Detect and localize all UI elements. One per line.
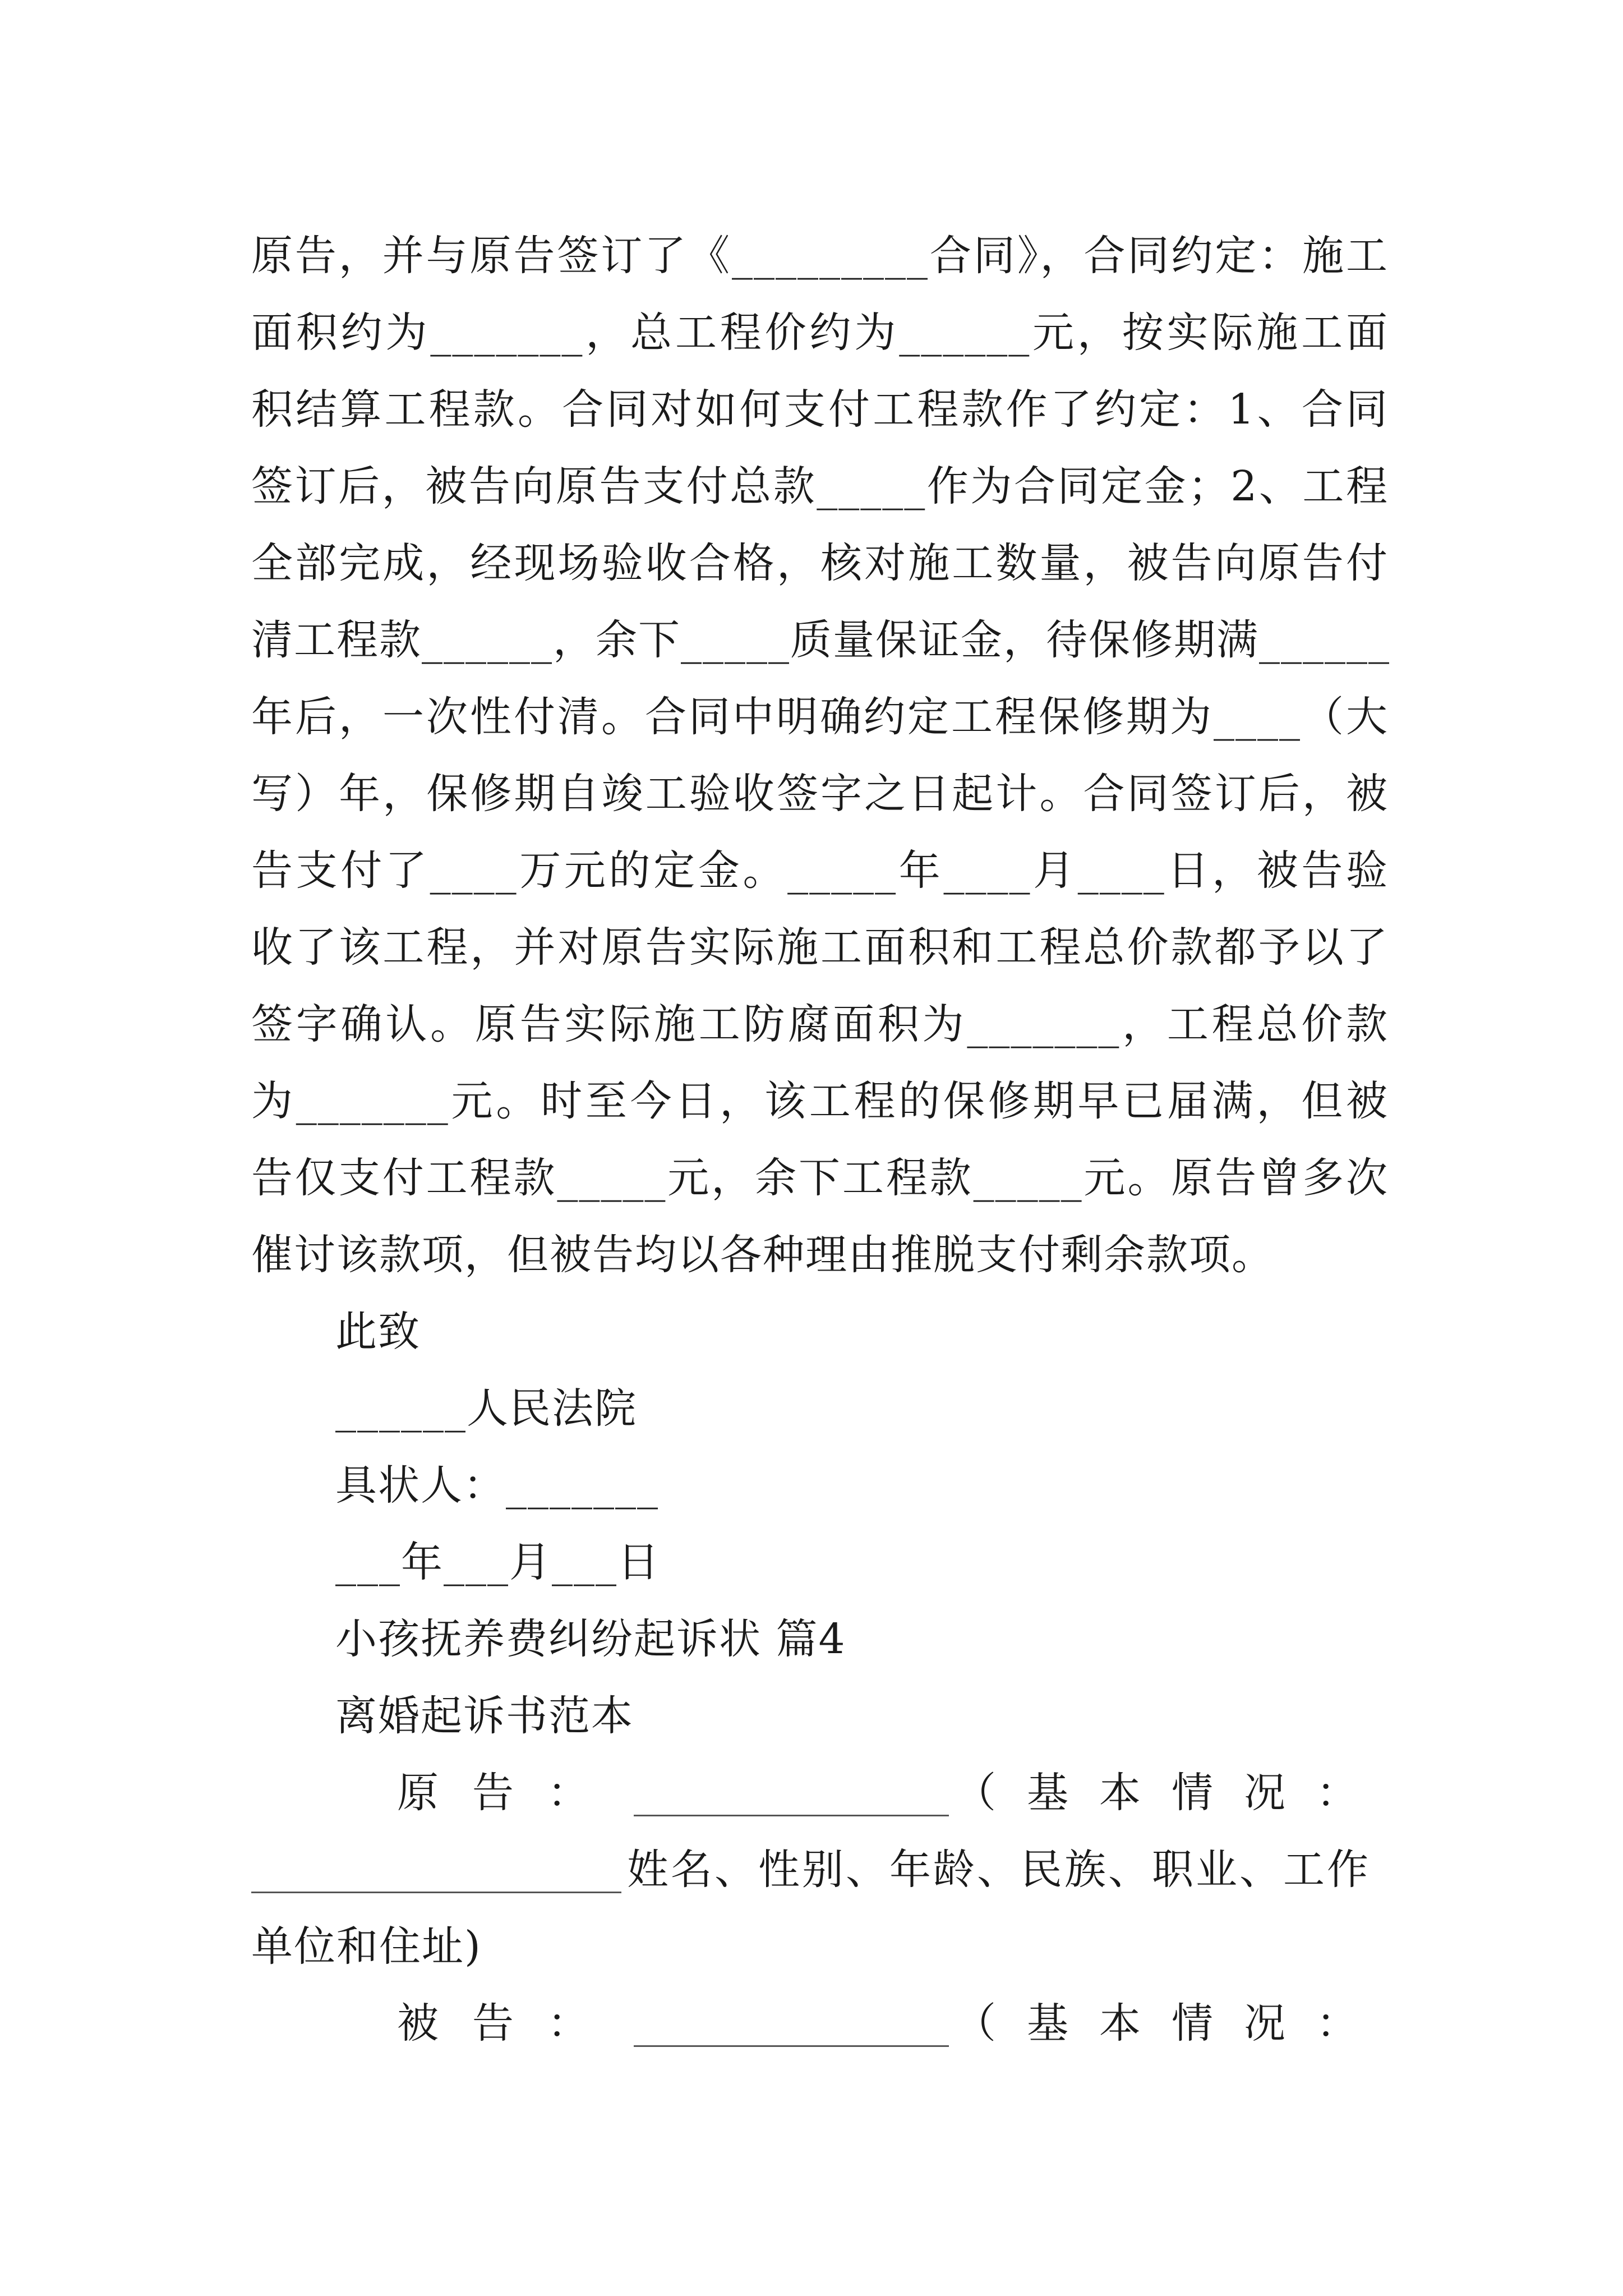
body-line: 面积约为_______，总工程价约为______元，按实际施工面 [251, 309, 1389, 357]
document-page [251, 218, 1389, 2062]
body-line: 原告，并与原告签订了《_________合同》，合同约定：施工 [251, 232, 1389, 280]
section-heading: 小孩抚养费纠纷起诉状 篇4 [335, 1615, 846, 1663]
plaintiff-line [251, 1755, 1389, 1832]
body-line: 年后，一次性付清。合同中明确约定工程保修期为____（大 [251, 693, 1389, 741]
salutation: 此致 [335, 1308, 421, 1356]
body-line: 收了该工程，并对原告实际施工面积和工程总价款都予以了 [251, 923, 1389, 972]
defendant-label: 被告： [397, 1999, 623, 2047]
body-line: 签字确认。原告实际施工防腐面积为_______，工程总价款 [251, 1000, 1389, 1048]
court-name: ______人民法院 [335, 1384, 637, 1433]
plaintiff-label: 原告： [397, 1769, 623, 1817]
defendant-info-label: （基本情况： [955, 1999, 1389, 2047]
signer-line: 具状人：_______ [335, 1461, 659, 1510]
body-line: 积结算工程款。合同对如何支付工程款作了约定：1、合同 [251, 385, 1389, 434]
plaintiff-info-label: （基本情况： [955, 1769, 1389, 1817]
body-line: 告仅支付工程款_____元，余下工程款_____元。原告曾多次 [251, 1154, 1389, 1202]
plaintiff-details-blank [251, 1847, 621, 1893]
complaint-body [251, 218, 1389, 1294]
plaintiff-details-end: 单位和住址) [251, 1922, 482, 1971]
body-line: 全部完成，经现场验收合格，核对施工数量，被告向原告付 [251, 539, 1389, 587]
body-line: 写）年，保修期自竣工验收签字之日起计。合同签订后，被 [251, 770, 1389, 818]
body-line: 清工程款______，余下_____质量保证金，待保修期满______ [251, 616, 1390, 664]
section-subheading: 离婚起诉书范本 [335, 1692, 634, 1740]
plaintiff-details-line [251, 1832, 1389, 1908]
body-line: 为_______元。时至今日，该工程的保修期早已届满，但被 [251, 1077, 1389, 1125]
date-line: ___年___月___日 [335, 1538, 660, 1586]
plaintiff-blank [634, 1770, 949, 1816]
plaintiff-details: 姓名、性别、年龄、民族、职业、工作 [627, 1846, 1371, 1894]
body-line: 告支付了____万元的定金。_____年____月____日，被告验 [251, 846, 1389, 895]
body-line: 催讨该款项，但被告均以各种理由推脱支付剩余款项。 [251, 1231, 1274, 1279]
body-line: 签订后，被告向原告支付总款_____作为合同定金；2、工程 [251, 462, 1389, 510]
defendant-blank [634, 2000, 949, 2047]
defendant-line [251, 1985, 1389, 2062]
